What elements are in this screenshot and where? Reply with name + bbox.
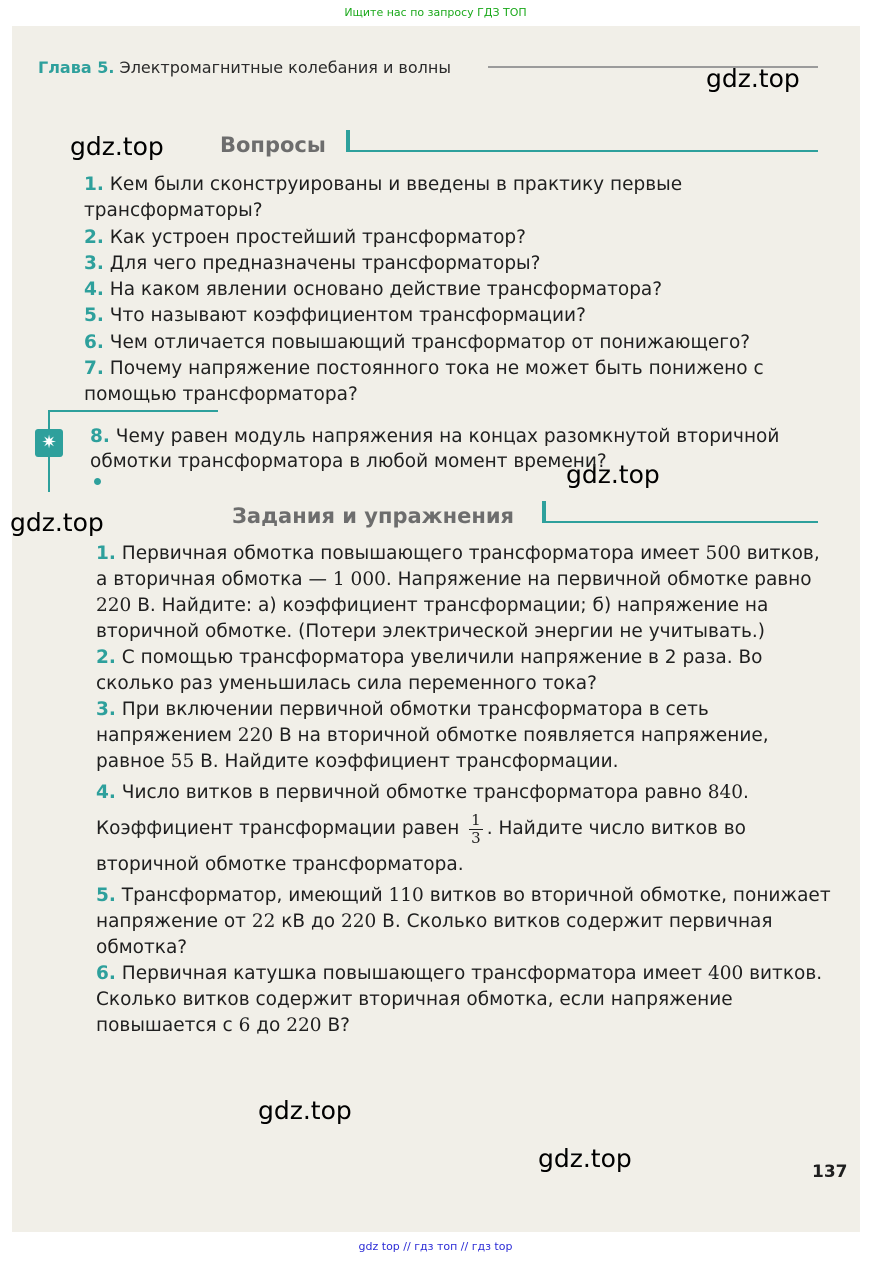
questions-list [84, 172, 824, 409]
watermark: gdz.top [538, 1144, 632, 1173]
questions-heading-rule [350, 150, 818, 152]
watermark: gdz.top [10, 508, 104, 537]
fraction-denominator: 3 [471, 828, 481, 847]
bottom-links [0, 1240, 871, 1253]
star-icon: ✷ [35, 429, 63, 457]
question-item: 1. Кем были сконструированы и введены в практику первые трансформаторы? [84, 174, 683, 222]
watermark: gdz.top [566, 460, 660, 489]
question-item: 5. Что называют коэффициентом трансформации? [84, 305, 586, 327]
task-item: 4. Число витков в первичной обмотке трансформатора равно 840. Коэффициент трансформации равен $\frac{1}{3}$ . Найдите число витков во вторичной обмотке трансформатора. [96, 782, 749, 875]
fraction [469, 812, 483, 847]
task-item: 6. Первичная катушка повышающего трансформатора имеет 400 витков. Сколько витков содержит вторичная обмотка, если напряжение повышается с 6 до 220 В? [96, 963, 823, 1036]
bottom-link[interactable]: гдз топ [414, 1240, 458, 1253]
chapter-title: Электромагнитные колебания и волны [119, 58, 451, 77]
question-item: 2. Как устроен простейший трансформатор? [84, 226, 526, 248]
advanced-question-frame-top [48, 410, 218, 412]
question-item: 7. Почему напряжение постоянного тока не может быть понижено с помощью трансформатора? [84, 358, 764, 406]
tasks-heading-rule [546, 521, 818, 523]
link-separator: // [460, 1240, 469, 1253]
task-item: 3. При включении первичной обмотки трансформатора в сеть напряжением 220 В на вторичной обмотке появляется напряжение, равное 55 В. Найдите коэффициент трансформации. [96, 699, 769, 772]
chapter-number: Глава 5. [38, 58, 115, 77]
tasks-heading: Задания и упражнения [232, 504, 515, 528]
question-item: 3. Для чего предназначены трансформаторы? [84, 252, 541, 274]
questions-heading-bar [346, 130, 350, 152]
task-item: 5. Трансформатор, имеющий 110 витков во вторичной обмотке, понижает напряжение от 22 кВ до 220 В. Сколько витков содержит первичная обмотка? [96, 885, 831, 958]
page-number: 137 [812, 1162, 848, 1182]
top-search-link[interactable]: Ищите нас по запросу ГДЗ ТОП [344, 6, 527, 19]
task-item: 2. С помощью трансформатора увеличили напряжение в 2 раза. Во сколько раз уменьшилась сила переменного тока? [96, 647, 763, 694]
chapter-header [38, 58, 451, 77]
link-separator: // [403, 1240, 411, 1253]
bullet-dot [94, 478, 101, 485]
question-item: 4. На каком явлении основано действие трансформатора? [84, 279, 663, 301]
tasks-heading-bar [542, 501, 546, 523]
bottom-link[interactable]: gdz top [358, 1240, 400, 1253]
bottom-link[interactable]: гдз top [471, 1240, 513, 1253]
watermark: gdz.top [70, 132, 164, 161]
question-item: 6. Чем отличается повышающий трансформатор от понижающего? [84, 331, 751, 353]
fraction-numerator: 1 [471, 810, 481, 829]
watermark: gdz.top [258, 1096, 352, 1125]
tasks-list [96, 541, 831, 1039]
task-item: 1. Первичная обмотка повышающего трансформатора имеет 500 витков, а вторичная обмотка — 1 000. Напряжение на первичной обмотке равно 220 В. Найдите: а) коэффициент трансформации; б) напряжение на вторичной обмотке. (Потери электрической энергии не учитывать.) [96, 543, 820, 642]
question-item-advanced: 8. Чему равен модуль напряжения на концах разомкнутой вторичной обмотки трансформатора в любой момент времени? [90, 426, 780, 472]
questions-heading: Вопросы [220, 133, 326, 157]
watermark: gdz.top [706, 64, 800, 93]
